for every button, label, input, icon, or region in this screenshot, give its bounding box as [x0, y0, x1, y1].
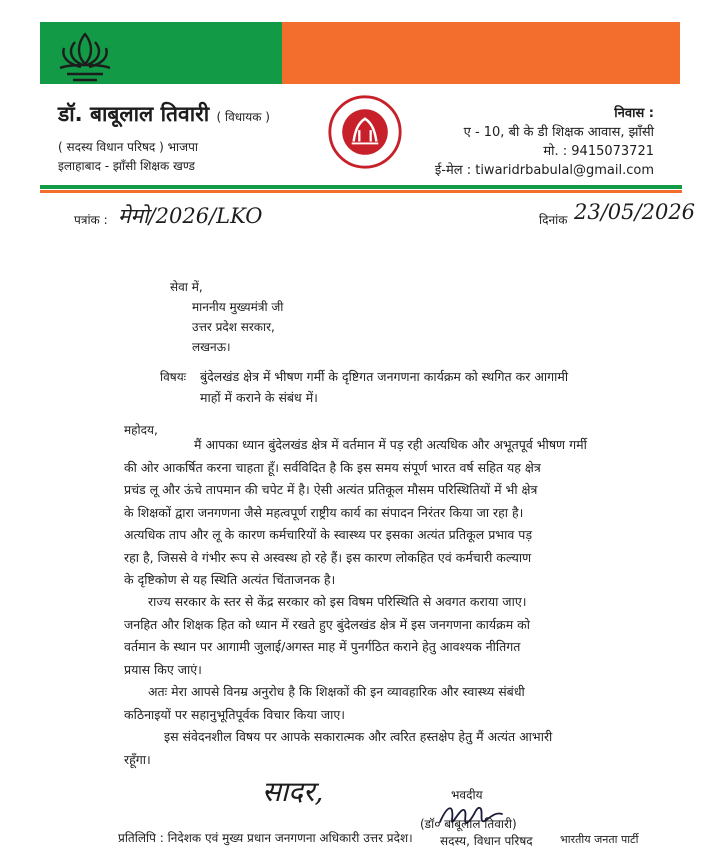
constituency: इलाहाबाद - झाँसी शिक्षक खण्ड	[58, 159, 195, 173]
signatory-name: (डॉ० बाबूलाल तिवारी)	[420, 817, 517, 831]
subject-line: बुंदेलखंड क्षेत्र में भीषण गर्मी के दृष्टिगत जनगणना कार्यक्रम को स्थगित कर आगामी	[200, 369, 569, 384]
signatory-party: भारतीय जनता पार्टी	[560, 833, 639, 846]
addressee-line: सेवा में,	[170, 280, 203, 294]
addressee-line: माननीय मुख्यमंत्री जी	[192, 300, 284, 314]
affiliation: ( सदस्य विधान परिषद ) भाजपा	[58, 140, 198, 154]
paragraph-line: राज्य सरकार के स्तर से केंद्र सरकार को इस विषम परिस्थिति से अवगत कराया जाए।	[148, 594, 527, 609]
email-address: ई-मेल : tiwaridrbabulal@gmail.com	[434, 163, 654, 178]
paragraph-line: अतः मेरा आपसे विनम्र अनुरोध है कि शिक्षकों की इन व्यावहारिक और स्वास्थ्य संबंधी	[148, 684, 525, 699]
paragraph-line: प्रयास किए जाएं।	[124, 661, 202, 677]
legislator-name: डॉ. बाबूलाल तिवारी ( विधायक )	[58, 102, 270, 126]
paragraph	[124, 726, 630, 771]
lotus-logo-icon	[55, 30, 115, 88]
paragraph	[124, 591, 630, 681]
address-line: ए - 10, बी के डी शिक्षक आवास, झाँसी	[463, 125, 654, 140]
paragraph-line: मैं आपका ध्यान बुंदेलखंड क्षेत्र में वर्तमान में पड़ रही अत्यधिक और अभूतपूर्व भीषण गर्मी	[194, 437, 587, 452]
name-suffix: ( विधायक )	[216, 110, 270, 124]
header-separator-green	[40, 185, 682, 189]
paragraph	[124, 681, 630, 726]
paragraph-line: जनहित और शिक्षक हित को ध्यान में रखते हुए बुंदेलखंड क्षेत्र में इस जनगणना कार्यक्रम को	[124, 616, 531, 632]
subject-line: माहों में कराने के संबंध में।	[200, 390, 318, 405]
subject-label: विषयः	[160, 370, 187, 384]
addressee-line: उत्तर प्रदेश सरकार,	[192, 320, 275, 334]
mobile-number: मो. : 9415073721	[543, 144, 654, 159]
paragraph-line: रहा है, जिससे वे गंभीर रूप से अस्वस्थ हो रहे हैं। इस कारण लोकहित एवं कर्मचारी कल्याण	[124, 549, 532, 565]
legislative-council-seal-icon	[327, 94, 403, 170]
addressee-line: लखनऊ।	[192, 340, 231, 354]
address-heading: निवास :	[614, 106, 654, 121]
signatory-designation: सदस्य, विधान परिषद	[440, 834, 533, 848]
ref-label: पत्रांक :	[74, 213, 108, 227]
date-value: 23/05/2026	[574, 200, 696, 224]
paragraph-line: के दृष्टिकोण से यह स्थिति अत्यंत चिंताजनक है।	[124, 572, 336, 587]
header-band-orange	[282, 22, 680, 84]
paragraph-line: कठिनाइयों पर सहानुभूतिपूर्वक विचार किया जाए।	[124, 706, 346, 722]
paragraph-line: वर्तमान के स्थान पर आगामी जुलाई/अगस्त माह में पुनर्गठित कराने हेतु आवश्यक नीतिगत	[124, 639, 521, 654]
paragraph-line: रहूँगा।	[124, 751, 151, 767]
ref-number: मेमो/2026/LKO	[118, 204, 263, 228]
paragraph	[124, 434, 630, 592]
copy-to: प्रतिलिपि : निदेशक एवं मुख्य प्रधान जनगणना अधिकारी उत्तर प्रदेश।	[118, 831, 413, 845]
bhavadiya: भवदीय	[451, 788, 483, 802]
sadar-handwritten: सादर,	[262, 775, 324, 808]
paragraph-line: की ओर आकर्षित करना चाहता हूँ। सर्वविदित है कि इस समय संपूर्ण भारत वर्ष सहित यह क्षेत्र	[124, 459, 541, 475]
header-separator-orange	[40, 190, 682, 193]
paragraph-line: प्रचंड लू और ऊंचे तापमान की चपेट में है। ऐसी अत्यंत प्रतिकूल मौसम परिस्थितियों में भी क्षेत्र	[124, 482, 538, 497]
paragraph-line: अत्यधिक ताप और लू के कारण कर्मचारियों के स्वास्थ्य पर इसका अत्यंत प्रतिकूल प्रभाव पड़	[124, 527, 533, 542]
date-label: दिनांक	[539, 213, 568, 227]
paragraph-line: इस संवेदनशील विषय पर आपके सकारात्मक और त्वरित हस्तक्षेप हेतु मैं अत्यंत आभारी	[164, 729, 553, 744]
salutation: महोदय,	[124, 423, 158, 437]
paragraph-line: के शिक्षकों द्वारा जनगणना जैसे महत्वपूर्ण राष्ट्रीय कार्य का संपादन निरंतर किया जा रहा है।	[124, 504, 524, 520]
